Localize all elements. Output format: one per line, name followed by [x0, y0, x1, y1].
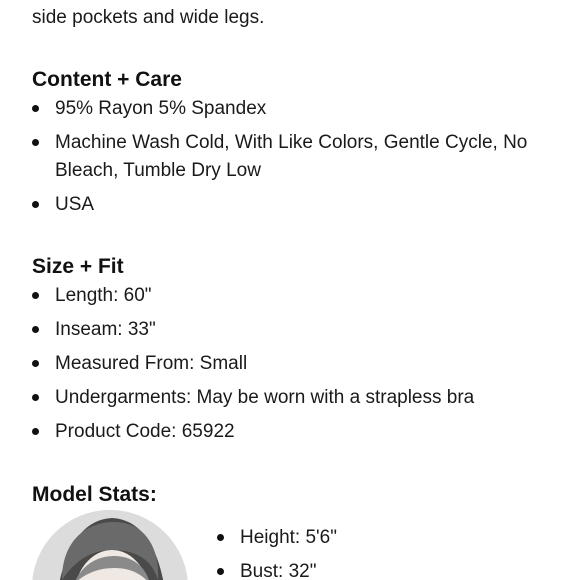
list-item [217, 524, 337, 552]
bullet-icon [32, 394, 39, 401]
size-item-inseam: Inseam: 33" [55, 319, 156, 340]
bullet-icon [32, 428, 39, 435]
size-item-length: Length: 60" [55, 285, 152, 306]
model-photo [32, 510, 188, 580]
bullet-icon [32, 105, 39, 112]
description-text: side pockets and wide legs. [32, 7, 265, 28]
bullet-icon [32, 326, 39, 333]
bullet-icon [217, 534, 224, 541]
list-item [32, 191, 542, 219]
size-item-measured: Measured From: Small [55, 353, 248, 374]
list-item [217, 558, 337, 580]
size-fit-list [32, 282, 474, 452]
bullet-icon [32, 292, 39, 299]
care-item-wash: Machine Wash Cold, With Like Colors, Gentle Cycle, No Bleach, Tumble Dry Low [55, 132, 528, 181]
list-item [32, 282, 474, 310]
model-stat-bust: Bust: 32" [240, 561, 317, 580]
size-item-product-code: Product Code: 65922 [55, 421, 235, 442]
care-item-origin: USA [55, 194, 95, 215]
list-item [32, 350, 474, 378]
model-stats-heading: Model Stats: [32, 483, 157, 506]
size-item-undergarments: Undergarments: May be worn with a strapless bra [55, 387, 475, 408]
bullet-icon [217, 568, 224, 575]
size-fit-heading: Size + Fit [32, 255, 124, 278]
list-item [32, 95, 542, 123]
model-stats-list [217, 524, 337, 580]
bullet-icon [32, 201, 39, 208]
model-avatar [32, 510, 188, 580]
content-care-heading: Content + Care [32, 68, 182, 91]
list-item [32, 384, 474, 412]
bullet-icon [32, 360, 39, 367]
content-care-list [32, 95, 542, 225]
bullet-icon [32, 139, 39, 146]
list-item [32, 316, 474, 344]
care-item-fabric: 95% Rayon 5% Spandex [55, 98, 267, 119]
model-stat-height: Height: 5'6" [240, 527, 337, 548]
list-item [32, 129, 542, 185]
list-item [32, 418, 474, 446]
